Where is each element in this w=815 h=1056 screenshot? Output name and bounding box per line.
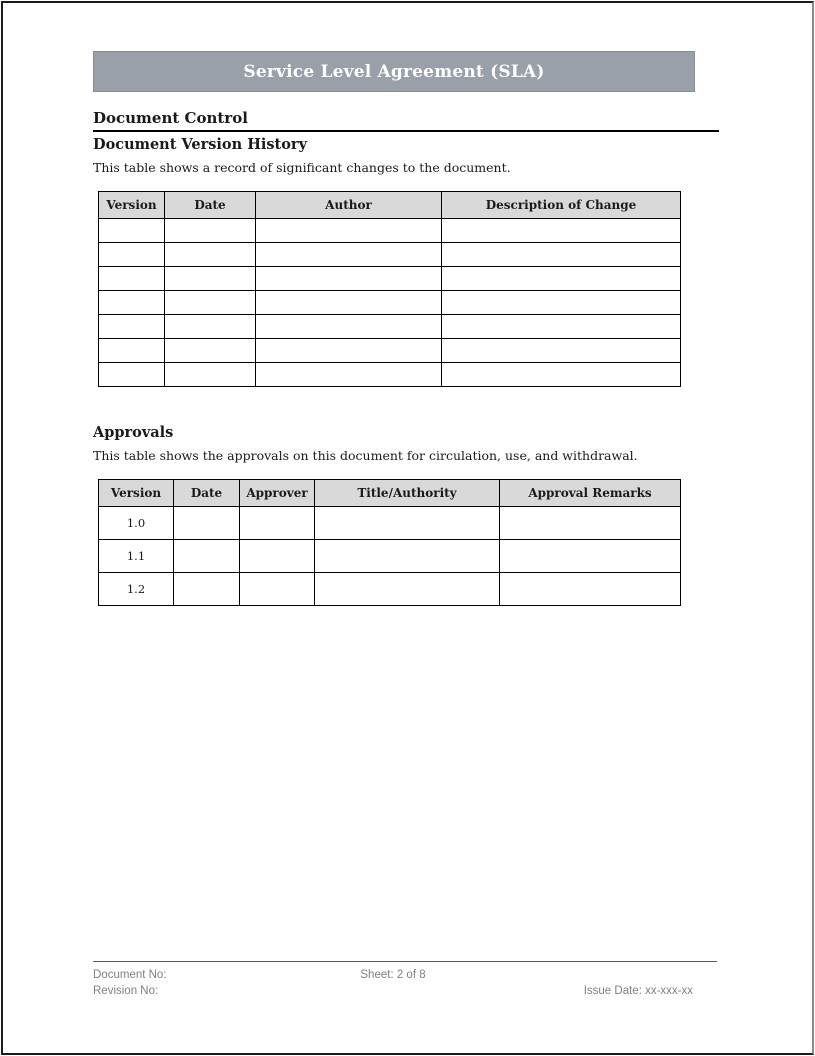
table-cell (315, 540, 500, 573)
table-cell (500, 507, 681, 540)
version-history-table (98, 191, 681, 387)
table-cell (315, 573, 500, 606)
footer-spacer-1 (493, 967, 717, 983)
table-cell (240, 540, 315, 573)
table-cell: 1.1 (99, 540, 174, 573)
table-cell (99, 267, 165, 291)
column-header: Approver (240, 480, 315, 507)
table-row (99, 540, 681, 573)
table-cell (165, 363, 256, 387)
table-cell (256, 219, 442, 243)
table-cell (165, 267, 256, 291)
table-row (99, 291, 681, 315)
table-cell (315, 507, 500, 540)
table-cell (256, 243, 442, 267)
table-header-row (99, 480, 681, 507)
table-cell (442, 291, 681, 315)
table-cell (442, 219, 681, 243)
document-page (1, 1, 814, 1055)
table-row (99, 267, 681, 291)
table-row (99, 219, 681, 243)
column-header: Date (174, 480, 240, 507)
sheet-number: Sheet: 2 of 8 (360, 969, 426, 981)
subsection-heading-approvals: Approvals (93, 424, 174, 441)
table-cell (256, 315, 442, 339)
table-cell (165, 219, 256, 243)
column-header: Date (165, 192, 256, 219)
table-cell (165, 315, 256, 339)
section-heading-document-control: Document Control (93, 109, 719, 132)
table-cell (442, 243, 681, 267)
version-history-description: This table shows a record of significant changes to the document. (93, 160, 511, 175)
table-header-row (99, 192, 681, 219)
document-no-label: Document No: (93, 969, 167, 981)
footer-row-2 (93, 983, 717, 999)
table-row (99, 339, 681, 363)
table-cell (442, 315, 681, 339)
table-cell (256, 363, 442, 387)
table-cell (99, 339, 165, 363)
table-cell (174, 507, 240, 540)
table-cell (174, 573, 240, 606)
column-header: Title/Authority (315, 480, 500, 507)
subsection-heading-version-history: Document Version History (93, 136, 307, 153)
table-cell (165, 339, 256, 363)
table-cell (442, 339, 681, 363)
table-cell (99, 243, 165, 267)
table-cell (165, 243, 256, 267)
footer-row-1 (93, 967, 717, 983)
revision-no-label: Revision No: (93, 985, 159, 997)
table-cell: 1.2 (99, 573, 174, 606)
table-cell: 1.0 (99, 507, 174, 540)
table-cell (500, 573, 681, 606)
table-cell (442, 363, 681, 387)
table-row (99, 243, 681, 267)
document-title: Service Level Agreement (SLA) (243, 61, 545, 82)
table-cell (256, 267, 442, 291)
table-cell (442, 267, 681, 291)
table-cell (174, 540, 240, 573)
table-cell (99, 219, 165, 243)
table-row (99, 315, 681, 339)
table-cell (165, 291, 256, 315)
table-cell (99, 315, 165, 339)
approvals-table (98, 479, 681, 606)
column-header: Approval Remarks (500, 480, 681, 507)
approvals-description: This table shows the approvals on this document for circulation, use, and withdrawal. (93, 448, 638, 463)
table-cell (99, 363, 165, 387)
table-cell (240, 573, 315, 606)
column-header: Version (99, 480, 174, 507)
table-cell (500, 540, 681, 573)
table-cell (99, 291, 165, 315)
table-row (99, 363, 681, 387)
page-content (3, 51, 812, 606)
table-cell (256, 291, 442, 315)
column-header: Author (256, 192, 442, 219)
column-header: Description of Change (442, 192, 681, 219)
table-row (99, 507, 681, 540)
footer-spacer-2 (293, 983, 493, 999)
title-banner (93, 51, 695, 92)
table-row (99, 573, 681, 606)
column-header: Version (99, 192, 165, 219)
issue-date: Issue Date: xx-xxx-xx (583, 985, 693, 997)
table-cell (256, 339, 442, 363)
table-cell (240, 507, 315, 540)
page-footer (93, 961, 717, 999)
